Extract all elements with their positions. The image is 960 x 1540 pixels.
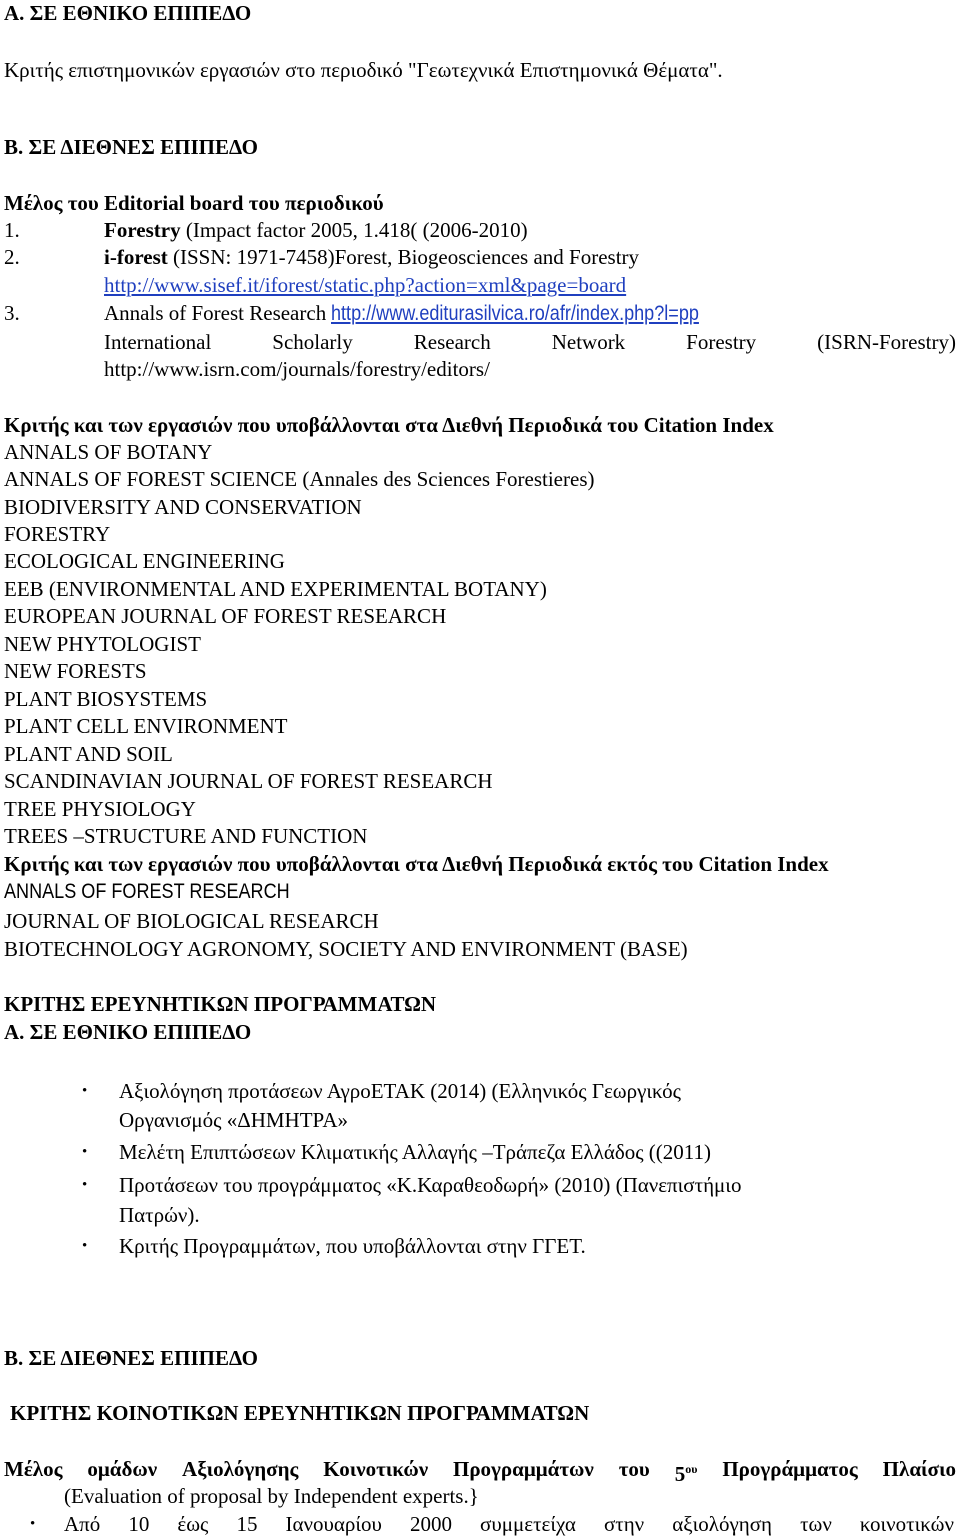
last-word: 15 [236,1512,258,1536]
editorial-board-heading: Μέλος του Editorial board του περιοδικού [4,191,384,215]
nonci-journal: JOURNAL OF BIOLOGICAL RESEARCH [4,909,379,933]
board-item-3-title: Annals of Forest Research [104,301,332,325]
section-heading-national-1: Α. ΣΕ ΕΘΝΙΚΟ ΕΠΙΠΕΔΟ [4,1,252,25]
community-programs-heading: ΚΡΙΤΗΣ ΚΟΙΝΟΤΙΚΩΝ ΕΡΕΥΝΗΤΙΚΩΝ ΠΡΟΓΡΑΜΜΑΤΩΝ [10,1401,590,1425]
board-item-3-number: 3. [4,301,20,325]
board-item-1-number: 1. [4,218,20,242]
board-item-2 [4,244,639,270]
last-word: 10 [128,1512,150,1536]
board-item-4-word: Network [551,330,626,354]
section-heading-international-1: Β. ΣΕ ΔΙΕΘΝΕΣ ΕΠΙΠΕΔΟ [4,135,259,159]
nonci-journal-text: ANNALS OF FOREST RESEARCH [4,880,290,903]
last-word: στην [603,1512,645,1536]
last-word: συμμετείχα [480,1512,576,1536]
ci-journal: ECOLOGICAL ENGINEERING [4,549,285,573]
ci-journal: SCANDINAVIAN JOURNAL OF FOREST RESEARCH [4,769,493,793]
national-reviewer-text: Κριτής επιστημονικών εργασιών στο περιοδικό "Γεωτεχνικά Επιστημονικά Θέματα". [4,58,723,82]
board-item-4-word: Forestry [686,330,757,354]
fp-word: του [618,1457,650,1481]
bullet-item-3-line-1: Προτάσεων του προγράμματος «Κ.Καραθεοδωρή» (2010) (Πανεπιστήμιο [119,1173,742,1197]
ci-journal: FORESTRY [4,522,111,546]
nonci-journal [4,879,336,905]
ci-journal: PLANT BIOSYSTEMS [4,687,208,711]
ci-journal: ANNALS OF BOTANY [4,440,213,464]
bullet-item-1-line-1: Αξιολόγηση προτάσεων ΑγροΕΤΑΚ (2014) (Ελληνικός Γεωργικός [119,1079,681,1103]
bullet-icon: • [82,1238,88,1254]
ci-journal: TREES –STRUCTURE AND FUNCTION [4,824,368,848]
board-item-2-title: i-forest [104,245,168,269]
bullet-item-1-line-2: Οργανισμός «ΔΗΜΗΤΡΑ» [119,1108,348,1132]
board-item-4-word: (ISRN-Forestry) [817,330,956,354]
fp-ordinal-suffix: ου [685,1462,698,1476]
board-item-1-title: Forestry [104,218,181,242]
programs-reviewer-heading: ΚΡΙΤΗΣ ΕΡΕΥΝΗΤΙΚΩΝ ΠΡΟΓΡΑΜΜΑΤΩΝ [4,992,437,1016]
bullet-icon: • [82,1177,88,1193]
fp-ordinal [675,1456,698,1487]
ci-journal: EEB (ENVIRONMENTAL AND EXPERIMENTAL BOTANY) [4,577,547,601]
board-item-1 [4,217,528,243]
last-word: κοινοτικών [859,1512,954,1536]
ci-journal: PLANT CELL ENVIRONMENT [4,714,288,738]
fp-word: Πλαίσιο [882,1457,956,1481]
board-item-4-word: Scholarly [272,330,353,354]
nonci-journal: BIOTECHNOLOGY AGRONOMY, SOCIETY AND ENVIRONMENT (BASE) [4,937,688,961]
fp-ordinal-number: 5 [674,1462,686,1486]
board-item-1-details: (Impact factor 2005, 1.418( (2006-2010) [180,218,528,242]
board-item-4-word: Research [413,330,491,354]
non-citation-index-heading: Κριτής και των εργασιών που υποβάλλονται στα Διεθνή Περιοδικά εκτός του Citation Index [4,852,829,876]
bullet-item-3-line-2: Πατρών). [119,1203,200,1227]
ci-journal: NEW PHYTOLOGIST [4,632,201,656]
board-item-4 [104,329,956,355]
ci-journal: NEW FORESTS [4,659,147,683]
board-item-2-number: 2. [4,245,20,269]
fp-word: Προγραμμάτων [452,1457,594,1481]
fp-word: Μέλος [4,1457,63,1481]
bullet-icon: • [30,1516,36,1532]
section-heading-international-2: Β. ΣΕ ΔΙΕΘΝΕΣ ΕΠΙΠΕΔΟ [4,1346,259,1370]
fp-word: Αξιολόγησης [182,1457,299,1481]
bullet-icon: • [82,1083,88,1099]
last-word: αξιολόγηση [672,1512,773,1536]
board-item-3 [4,300,759,327]
ci-journal: PLANT AND SOIL [4,742,173,766]
iforest-board-link[interactable]: http://www.sisef.it/iforest/static.php?action=xml&page=board [104,273,627,297]
last-word: 2000 [409,1512,452,1536]
board-item-2-details: (ISSN: 1971-7458)Forest, Biogeosciences and Forestry [167,245,640,269]
isrn-editors-url: http://www.isrn.com/journals/forestry/editors/ [104,357,490,381]
board-item-2-link-line [104,272,626,298]
last-word: Από [64,1512,101,1536]
bullet-item-2: Μελέτη Επιπτώσεων Κλιματικής Αλλαγής –Τράπεζα Ελλάδος ((2011) [119,1140,712,1164]
fp-word: ομάδων [87,1457,158,1481]
ci-journal: BIODIVERSITY AND CONSERVATION [4,495,362,519]
bullet-icon: • [82,1144,88,1160]
fp-word: Κοινοτικών [323,1457,429,1481]
last-word: Ιανουαρίου [285,1512,382,1536]
section-heading-national-2: Α. ΣΕ ΕΘΝΙΚΟ ΕΠΙΠΕΔΟ [4,1020,252,1044]
last-word: των [800,1512,832,1536]
fp-word: Προγράμματος [722,1457,858,1481]
annals-forest-research-link[interactable]: http://www.editurasilvica.ro/afr/index.php?l=pp [331,302,700,325]
ci-journal: ANNALS OF FOREST SCIENCE (Annales des Sciences Forestieres) [4,467,595,491]
last-word: έως [177,1512,209,1536]
board-item-4-word: International [104,330,212,354]
last-bullet-line [64,1511,954,1537]
citation-index-heading: Κριτής και των εργασιών που υποβάλλονται στα Διεθνή Περιοδικά του Citation Index [4,413,774,437]
ci-journal: TREE PHYSIOLOGY [4,797,196,821]
evaluation-note: (Evaluation of proposal by Independent experts.} [64,1484,479,1508]
bullet-item-4: Κριτής Προγραμμάτων, που υποβάλλονται στην ΓΓΕΤ. [119,1234,586,1258]
ci-journal: EUROPEAN JOURNAL OF FOREST RESEARCH [4,604,447,628]
